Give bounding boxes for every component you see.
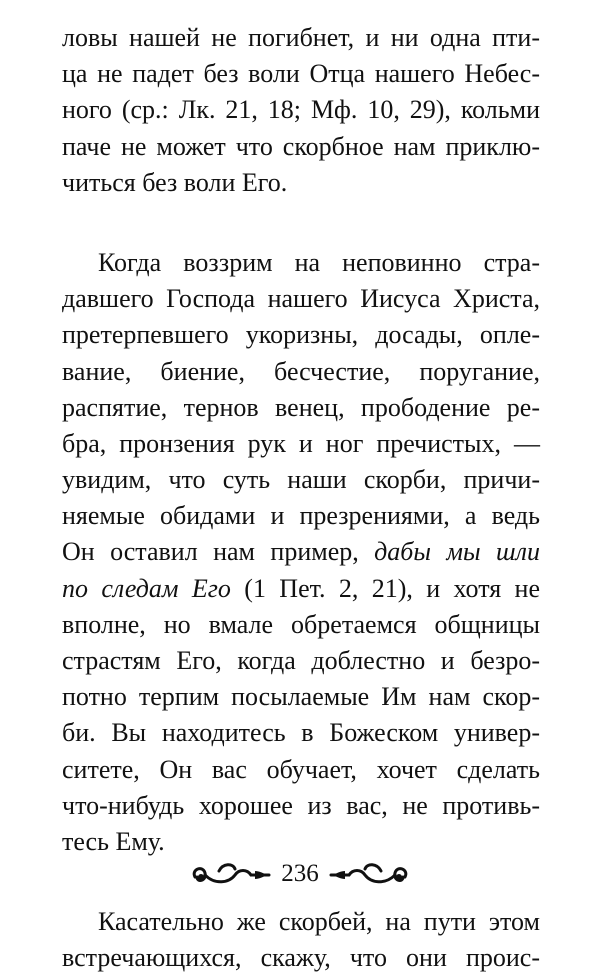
line-text: страстям Его, когда доблестно и безро-: [62, 646, 540, 675]
text-line: [62, 390, 540, 426]
line-text: ловы нашей не погибнет, и ни одна пти-: [62, 23, 540, 52]
line-text: бра, пронзения рук и ног пречистых, —: [62, 428, 540, 458]
line-text: Когда воззрим на неповинно стра-: [98, 247, 540, 277]
line-text: увидим, что суть наши скорби, причи-: [62, 465, 540, 495]
line-text: читься без воли Его.: [62, 167, 288, 197]
paragraph: [62, 904, 540, 976]
paragraph: [62, 245, 540, 860]
italic-quote-text: дабы мы шли: [374, 537, 540, 567]
book-page: [62, 20, 540, 977]
text-line: [62, 788, 540, 824]
text-line: [62, 607, 540, 643]
text-line: [62, 715, 540, 751]
text-line: [62, 679, 540, 715]
line-text: Он оставил нам пример,: [62, 537, 375, 567]
text-line: [62, 92, 540, 128]
text-line: [62, 752, 540, 788]
line-text: (1 Пет. 2, 21), и хотя не: [230, 573, 541, 603]
italic-quote-text: по следам Его: [62, 573, 231, 603]
line-text: потно терпим посылаемые Им нам скор-: [62, 682, 540, 712]
text-line: [62, 940, 540, 976]
text-line: [62, 129, 540, 165]
text-line: [62, 20, 540, 56]
line-text: претерпевшего укоризны, досады, опле-: [62, 320, 540, 350]
line-text: вание, биение, бесчестие, поругание,: [62, 356, 540, 386]
text-line: [62, 904, 540, 940]
paragraph-gap: [62, 201, 540, 245]
text-line: [62, 462, 540, 498]
text-line: [62, 498, 540, 534]
right-scroll-flourish-icon: [329, 857, 411, 891]
text-line: [62, 165, 540, 201]
line-text: ца не падет без воли Отца нашего Небес-: [62, 59, 540, 89]
line-text: тесь Ему.: [62, 826, 165, 856]
text-line: [62, 245, 540, 281]
line-text: встречающихся, скажу, что они проис-: [62, 943, 540, 973]
text-line: [62, 643, 540, 679]
text-line: [62, 571, 540, 607]
line-text: ного (ср.: Лк. 21, 18; Мф. 10, 29), кольми: [62, 95, 540, 125]
line-text: распятие, тернов венец, прободение ре-: [62, 392, 540, 422]
page-footer: [0, 852, 600, 896]
text-line: [62, 354, 540, 390]
text-line: [62, 534, 540, 570]
line-text: вполне, но вмале обретаемся общницы: [62, 609, 540, 639]
text-line: [62, 56, 540, 92]
line-text: что-нибудь хорошее из вас, не противь-: [62, 790, 540, 820]
line-text: давшего Господа нашего Иисуса Христа,: [62, 284, 540, 314]
paragraph: [62, 20, 540, 201]
line-text: няемые обидами и презрениями, а ведь: [62, 501, 540, 531]
line-text: би. Вы находитесь в Божеском универ-: [62, 718, 540, 748]
line-text: ситете, Он вас обучает, хочет сделать: [62, 754, 540, 784]
text-line: [62, 281, 540, 317]
text-line: [62, 426, 540, 462]
page-number: 236: [281, 860, 319, 887]
line-text: паче не может что скорбное нам приклю-: [62, 131, 540, 161]
line-text: Касательно же скорбей, на пути этом: [98, 907, 540, 937]
text-line: [62, 317, 540, 353]
left-scroll-flourish-icon: [189, 857, 271, 891]
